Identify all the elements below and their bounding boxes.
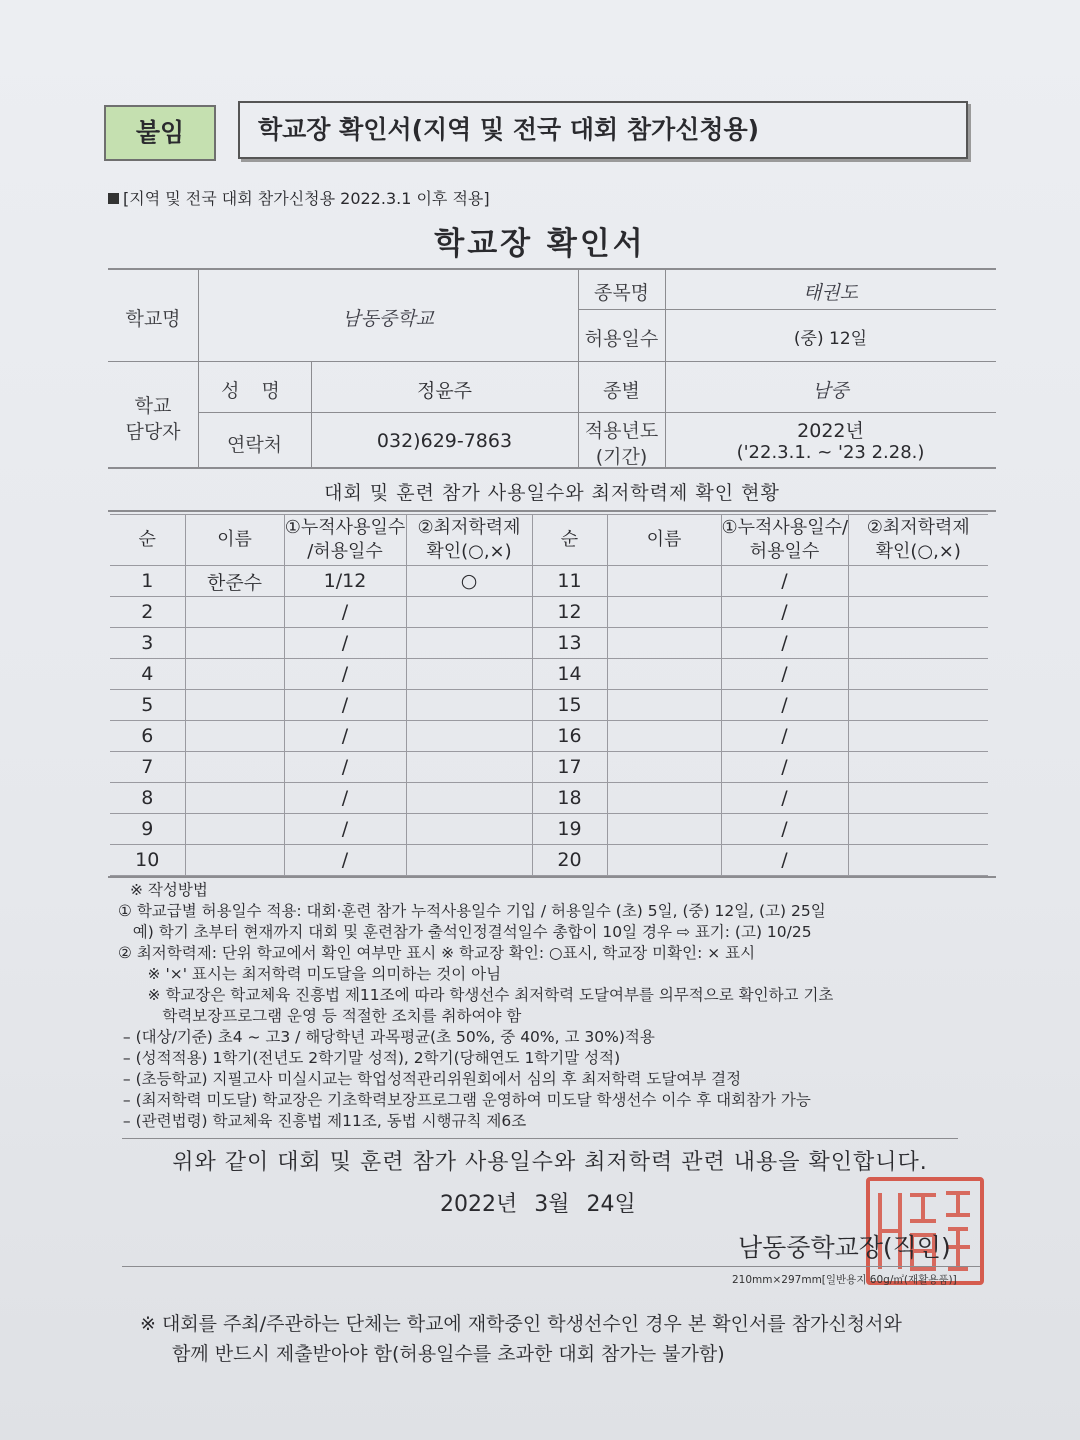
submission-note-line-1: ※ 대회를 주최/주관하는 단체는 학교에 재학중인 학생선수인 경우 본 확인서를 참가신청서와 <box>140 1313 902 1335</box>
cell-min <box>406 752 532 783</box>
info-top-border <box>108 268 996 270</box>
table-row <box>110 628 988 659</box>
table-row <box>110 845 988 876</box>
table-row <box>110 566 988 597</box>
cell-min <box>406 814 532 845</box>
cell-usage: / <box>284 659 406 690</box>
header-name: 이름 <box>185 515 284 566</box>
instruction-line: ※ 학교장은 학교체육 진흥법 제11조에 따라 학생선수 최저학력 도달여부를 의무적으로 확인하고 기초 <box>118 986 834 1004</box>
cell-min2 <box>848 814 988 845</box>
header-no-right: 순 <box>532 515 607 566</box>
info-bottom-border <box>108 467 996 469</box>
year-label-1: 적용년도 <box>584 420 659 442</box>
contact-label: 연락처 <box>226 434 283 456</box>
instruction-line: – (관련법령) 학교체육 진흥법 제11조, 동법 시행규칙 제6조 <box>118 1112 527 1130</box>
instructions <box>118 880 998 1132</box>
cell-min2 <box>848 597 988 628</box>
cell-name <box>185 659 284 690</box>
instruction-line: 학력보장프로그램 운영 등 적절한 조치를 취하여야 함 <box>118 1007 522 1025</box>
cell-usage: / <box>284 845 406 876</box>
manager-label-1: 학교 <box>134 395 172 417</box>
confirmation-text: 위와 같이 대회 및 훈련 참가 사용일수와 최저학력 관련 내용을 확인합니다. <box>172 1150 928 1175</box>
table-row <box>110 721 988 752</box>
cell-no: 6 <box>110 721 185 752</box>
header-no: 순 <box>110 515 185 566</box>
info-divider-right-top <box>578 309 996 310</box>
cell-usage2: / <box>721 690 848 721</box>
cell-usage: / <box>284 783 406 814</box>
table-row <box>110 659 988 690</box>
table-row <box>110 783 988 814</box>
cell-no: 5 <box>110 690 185 721</box>
cell-name <box>185 814 284 845</box>
table-row <box>110 814 988 845</box>
header-min-line1: ②최저학력제 <box>417 517 521 538</box>
cell-no2: 13 <box>532 628 607 659</box>
paper-size-note: 210mm×297mm[일반용지 60g/㎡(재활용품)] <box>732 1274 957 1286</box>
instruction-line: – (초등학교) 지필고사 미실시교는 학업성적관리위원회에서 심의 후 최저학력 도달여부 결정 <box>118 1070 742 1088</box>
cell-name2 <box>607 814 721 845</box>
manager-name-value: 정윤주 <box>416 380 473 402</box>
cell-name: 한준수 <box>185 566 284 597</box>
header-usage <box>284 515 406 566</box>
section-divider <box>108 510 996 512</box>
sport-label: 종목명 <box>593 282 650 304</box>
cell-min2 <box>848 721 988 752</box>
cell-name2 <box>607 628 721 659</box>
issue-date: 2022년 3월 24일 <box>440 1192 636 1217</box>
cell-usage: / <box>284 628 406 659</box>
allowed-days-label: 허용일수 <box>584 328 659 350</box>
manager-label-2: 담당자 <box>125 421 181 443</box>
info-divider-right-bottom <box>198 412 996 413</box>
cell-min <box>406 721 532 752</box>
document-title: 학교장 확인서 <box>434 226 646 262</box>
cell-no2: 11 <box>532 566 607 597</box>
cell-usage: 1/12 <box>284 566 406 597</box>
cell-usage2: / <box>721 814 848 845</box>
cell-usage2: / <box>721 597 848 628</box>
cell-no: 2 <box>110 597 185 628</box>
cell-usage2: / <box>721 721 848 752</box>
cell-min2 <box>848 566 988 597</box>
cell-no2: 19 <box>532 814 607 845</box>
instruction-line: – (대상/기준) 초4 ~ 고3 / 해당학년 과목평균(초 50%, 중 40%, 고 30%)적용 <box>118 1028 655 1046</box>
cell-name2 <box>607 597 721 628</box>
header-min-line2: 확인(○,×) <box>426 541 512 562</box>
cell-no: 7 <box>110 752 185 783</box>
cell-no2: 17 <box>532 752 607 783</box>
cell-no: 3 <box>110 628 185 659</box>
cell-usage: / <box>284 597 406 628</box>
cell-no: 1 <box>110 566 185 597</box>
cell-no2: 12 <box>532 597 607 628</box>
cell-min <box>406 597 532 628</box>
cell-no2: 18 <box>532 783 607 814</box>
instruction-line: – (성적적용) 1학기(전년도 2학기말 성적), 2학기(당해연도 1학기말 성적) <box>118 1049 621 1067</box>
cell-usage2: / <box>721 752 848 783</box>
cell-usage2: / <box>721 566 848 597</box>
applicability-note <box>108 186 490 209</box>
cell-no2: 16 <box>532 721 607 752</box>
cell-min2 <box>848 783 988 814</box>
school-value: 남동중학교 <box>342 308 434 330</box>
cell-min2 <box>848 845 988 876</box>
cell-name <box>185 721 284 752</box>
cell-no2: 14 <box>532 659 607 690</box>
instruction-lines <box>118 901 998 1132</box>
instruction-line: ① 학교급별 허용일수 적용: 대회·훈련 참가 누적사용일수 기입 / 허용일수 (초) 5일, (중) 12일, (고) 25일 <box>118 902 826 920</box>
cell-min2 <box>848 690 988 721</box>
cell-min: ○ <box>406 566 532 597</box>
cell-no2: 15 <box>532 690 607 721</box>
section-title: 대회 및 훈련 참가 사용일수와 최저학력제 확인 현황 <box>324 482 780 504</box>
header-usage-right <box>721 515 848 566</box>
info-row-divider <box>108 361 996 362</box>
cell-no: 9 <box>110 814 185 845</box>
cell-usage2: / <box>721 845 848 876</box>
header-min-right <box>848 515 988 566</box>
cell-name2 <box>607 721 721 752</box>
cell-min <box>406 690 532 721</box>
header-usage-right-line1: ①누적사용일수/ <box>721 517 849 538</box>
cell-min2 <box>848 659 988 690</box>
banner-title: 학교장 확인서(지역 및 전국 대회 참가신청용) <box>238 101 968 159</box>
name-label: 성 명 <box>221 380 288 402</box>
instruction-line: ※ '×' 표시는 최저학력 미도달을 의미하는 것이 아님 <box>118 965 502 983</box>
cell-min <box>406 659 532 690</box>
header-min-right-line2: 확인(○,×) <box>875 541 961 562</box>
period-value: ('22.3.1. ~ '23 2.28.) <box>736 442 925 463</box>
cell-no: 10 <box>110 845 185 876</box>
category-label: 종별 <box>603 380 640 402</box>
cell-name2 <box>607 690 721 721</box>
cell-no: 4 <box>110 659 185 690</box>
instruction-line: 예) 학기 초부터 현재까지 대회 및 훈련참가 출석인정결석일수 총합이 10일 경우 ⇨ 표기: (고) 10/25 <box>118 923 812 941</box>
cell-name <box>185 783 284 814</box>
usage-table <box>110 514 988 876</box>
cell-name <box>185 628 284 659</box>
table-row <box>110 690 988 721</box>
cell-min2 <box>848 628 988 659</box>
cell-usage: / <box>284 752 406 783</box>
cell-name2 <box>607 845 721 876</box>
cell-usage2: / <box>721 628 848 659</box>
cell-name <box>185 690 284 721</box>
submission-note-line-2: 함께 반드시 제출받아야 함(허용일수를 초과한 대회 참가는 불가함) <box>172 1343 725 1365</box>
instruction-line: – (최저학력 미도달) 학교장은 기초학력보장프로그램 운영하여 미도달 학생선수 이수 후 대회참가 가능 <box>118 1091 811 1109</box>
table-body <box>110 566 988 876</box>
cell-no: 8 <box>110 783 185 814</box>
year-value: 2022년 <box>797 420 864 442</box>
cell-min <box>406 783 532 814</box>
signature-divider <box>122 1266 980 1267</box>
cell-usage: / <box>284 814 406 845</box>
allowed-days-value: (중) 12일 <box>793 329 868 349</box>
header-usage-line1: ①누적사용일수 <box>284 517 406 538</box>
cell-usage: / <box>284 721 406 752</box>
cell-name2 <box>607 659 721 690</box>
cell-name <box>185 752 284 783</box>
confirm-divider <box>122 1138 958 1139</box>
table-header-row <box>110 515 988 566</box>
cell-name2 <box>607 752 721 783</box>
header-name-right: 이름 <box>607 515 721 566</box>
instruction-line: ② 최저학력제: 단위 학교에서 확인 여부만 표시 ※ 학교장 확인: ○표시, 학교장 미확인: × 표시 <box>118 944 756 962</box>
applicability-note-text: [지역 및 전국 대회 참가신청용 2022.3.1 이후 적용] <box>123 189 490 208</box>
school-label: 학교명 <box>125 308 181 330</box>
header-usage-right-line2: 허용일수 <box>749 541 820 562</box>
category-value: 남중 <box>812 380 849 402</box>
cell-name2 <box>607 566 721 597</box>
cell-name2 <box>607 783 721 814</box>
cell-name <box>185 597 284 628</box>
table-row <box>110 597 988 628</box>
signer-title: 남동중학교장(직인) <box>738 1233 951 1262</box>
contact-value: 032)629-7863 <box>376 430 513 452</box>
table-bottom-border <box>108 876 996 878</box>
header-usage-line2: /허용일수 <box>307 541 383 562</box>
cell-min <box>406 845 532 876</box>
instructions-heading: ※ 작성방법 <box>130 881 208 899</box>
attachment-badge: 붙임 <box>104 105 216 161</box>
cell-usage: / <box>284 690 406 721</box>
cell-name <box>185 845 284 876</box>
bullet-square-icon <box>108 193 119 204</box>
year-label-2: (기간) <box>595 446 648 468</box>
cell-no2: 20 <box>532 845 607 876</box>
table-row <box>110 752 988 783</box>
header-min <box>406 515 532 566</box>
header-min-right-line1: ②최저학력제 <box>866 517 970 538</box>
cell-min <box>406 628 532 659</box>
cell-min2 <box>848 752 988 783</box>
cell-usage2: / <box>721 659 848 690</box>
submission-note <box>140 1309 902 1369</box>
sport-value: 태권도 <box>802 282 859 304</box>
cell-usage2: / <box>721 783 848 814</box>
